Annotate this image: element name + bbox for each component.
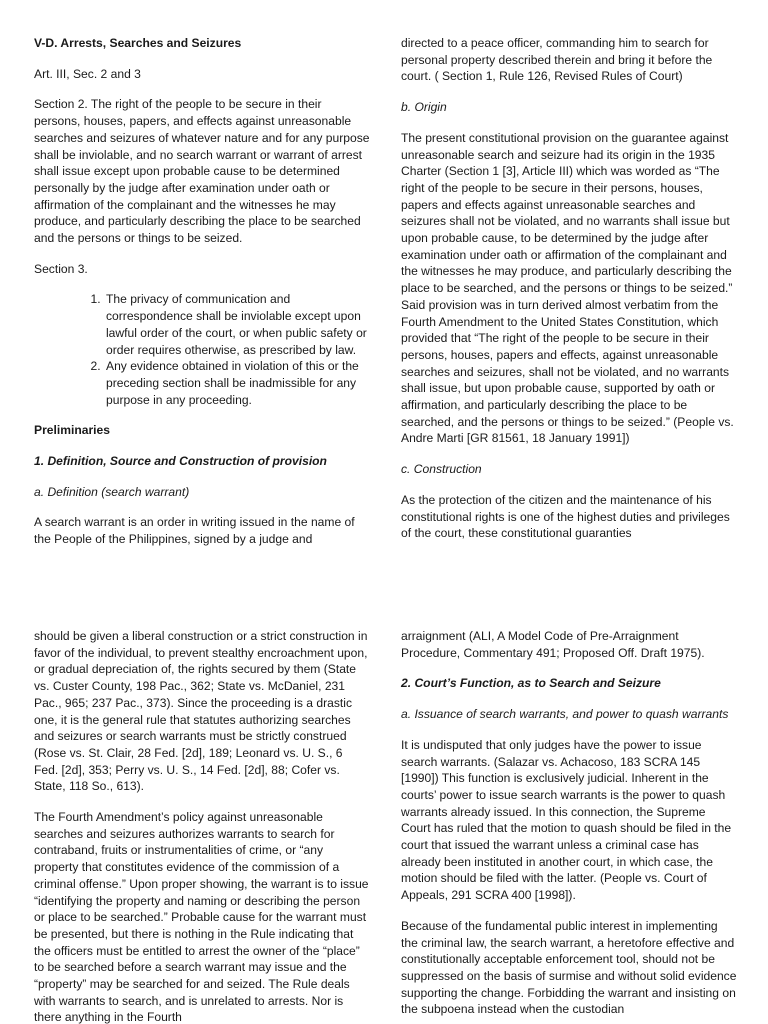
page2-right-column (401, 628, 737, 1024)
list-item: 2. Any evidence obtained in violation of this or the preceding section shall be inadmissible for any purpose in any proceeding. (104, 358, 370, 408)
page1-right-column (401, 35, 737, 556)
construction-continued: should be given a liberal construction or a strict construction in favor of the individual, to prevent stealthy encroachment upon, or gradual depreciation of, the rights secured by them (State vs. Custer County, 198 Pac., 362; State vs. McDaniel, 231 Pac., 965; 237 Pac., 373). Since the proceeding is a drastic one, it is the general rule that statutes authorizing searches and seizures or search warrants must be strictly construed (Rose vs. St. Clair, 28 Fed. [2d], 189; Leonard vs. U. S., 6 Fed. [2d], 353; Perry vs. U. S., 14 Fed. [2d], 88; Cofer vs. State, 118 So., 613). (34, 629, 368, 794)
document-page-2 (0, 598, 768, 1024)
document-title: V-D. Arrests, Searches and Seizures (34, 36, 242, 50)
section-2-text: Section 2. The right of the people to be secure in their persons, houses, papers, and effects against unreasonable searches and seizures of whatever nature and for any purpose shall be inviolable, and no search warrant or warrant of arrest shall issue except upon probable cause to be determined personally by the judge after examination under oath or affirmation of the complainant and the witnesses he may produce, and particularly describing the place to be searched and the persons or things to be seized. (34, 97, 370, 246)
origin-paragraph: The present constitutional provision on the guarantee against unreasonable search and seizure had its origin in the 1935 Charter (Section 1 [3], Article III) which was worded as “The right of the people to be secure in their persons, houses, papers and effects against unreasonable searches and seizures shall not be violated, and no warrants shall issue but upon probable cause, to be determined by the judge after examination under oath or affirmation of the complainant and the witnesses he may produce, and particularly describing the place to be searched, and the persons or things to be seized.” Said provision was in turn derived almost verbatim from the Fourth Amendment to the United States Constitution, which provided that “The right of the people to be secure in their persons, houses, papers and effects, against unreasonable searches and seizures, shall not be violated, and no warrants shall issue, but upon probable cause, supported by oath or affirmation, and particularly describing the place to be searched, and the persons or things to be seized.” (People vs. Andre Marti [GR 81561, 18 January 1991]) (401, 130, 734, 446)
definition-continued: directed to a peace officer, commanding him to search for personal property described therein and bring it before the court. ( Section 1, Rule 126, Revised Rules of Court) (401, 36, 713, 84)
judges-power-paragraph: It is undisputed that only judges have the power to issue search warrants. (Salazar vs. Achacoso, 183 SCRA 145 [1990]) This function is exclusively judicial. Inherent in the courts’ power to issue search warrants is the power to quash warrants already issued. In this connection, the Supreme Court has ruled that the motion to quash should be filed in the court that issued the warrant unless a criminal case has already been instituted in another court, in which case, the motion should be filed with the latter. (People vs. Court of Appeals, 291 SCRA 400 [1998]). (401, 737, 732, 903)
subheading-construction: c. Construction (401, 462, 482, 477)
page1-left-column (34, 35, 370, 562)
subheading-issuance: a. Issuance of search warrants, and power to quash warrants (401, 707, 729, 722)
fourth-amendment-paragraph: The Fourth Amendment’s policy against unreasonable searches and seizures authorizes warrants to search for contraband, fruits or instrumentalities of crime, or “any property that constitutes evidence of the commission of a criminal offense.” Upon proper showing, the warrant is to issue “identifying the property and naming or describing the person or place to be searched.” Probable cause for the warrant must be presented, but there is nothing in the Rule indicating that the officers must be entitled to arrest the owner of the “place” to be searched before a search warrant may issue and the “property” may be searched for and seized. The Rule deals with warrants to search, and is unrelated to arrests. Nor is there anything in the Fourth (34, 810, 369, 1024)
construction-paragraph: As the protection of the citizen and the maintenance of his constitutional rights is one of the highest duties and privileges of the court, these constitutional guaranties (401, 492, 730, 541)
section-3-list (34, 291, 370, 408)
subheading-origin: b. Origin (401, 100, 447, 115)
subheading-definition: a. Definition (search warrant) (34, 484, 190, 499)
arraignment-paragraph: arraignment (ALI, A Model Code of Pre-Arraignment Procedure, Commentary 491; Proposed Off. Draft 1975). (401, 629, 705, 660)
list-item: 1. The privacy of communication and correspondence shall be inviolable except upon lawful order of the court, or when public safety or order requires otherwise, as prescribed by law. (104, 291, 370, 358)
section-3-label: Section 3. (34, 261, 88, 276)
heading-courts-function: 2. Court’s Function, as to Search and Seizure (401, 676, 661, 691)
public-interest-paragraph: Because of the fundamental public interest in implementing the criminal law, the search warrant, a heretofore effective and constitutionally acceptable enforcement tool, should not be suppressed on the basis of surmise and without solid evidence supporting the change. Forbidding the warrant and insisting on the subpoena instead when the custodian (401, 918, 737, 1017)
heading-definition-source: 1. Definition, Source and Construction of provision (34, 454, 327, 469)
article-reference: Art. III, Sec. 2 and 3 (34, 66, 141, 81)
definition-paragraph: A search warrant is an order in writing issued in the name of the People of the Philippines, signed by a judge and (34, 515, 355, 547)
page2-left-column (34, 628, 370, 1024)
preliminaries-heading: Preliminaries (34, 423, 110, 438)
